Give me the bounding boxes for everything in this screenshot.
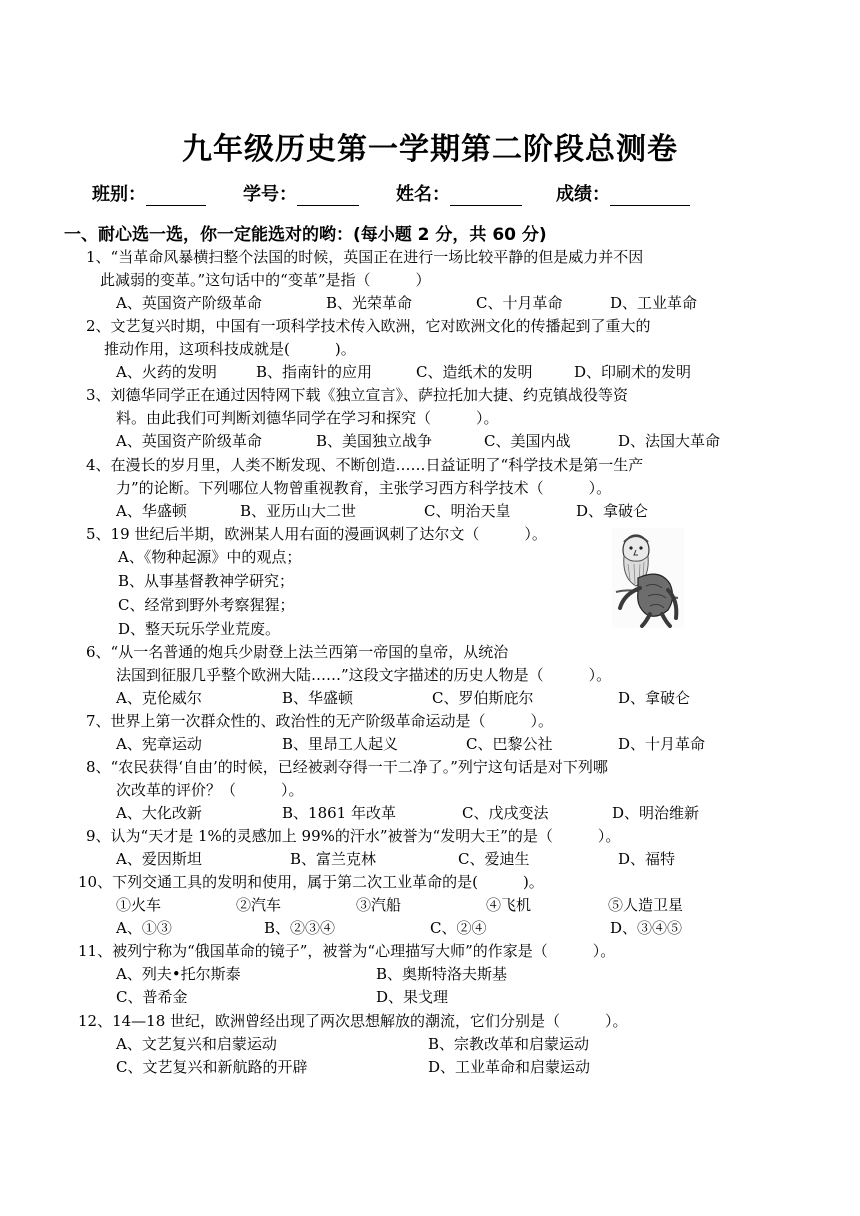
q11-option-c[interactable]: C、普希金 — [116, 988, 188, 1006]
question-12-stem: 12、14—18 世纪，欧洲曾经出现了两次思想解放的潮流，它们分别是（ ）。 — [78, 1012, 628, 1030]
q12-option-d[interactable]: D、工业革命和启蒙运动 — [428, 1058, 591, 1076]
q5-option-a[interactable]: A、《物种起源》中的观点； — [118, 548, 302, 566]
class-label: 班别： — [92, 184, 146, 205]
name-field[interactable] — [396, 180, 522, 206]
question-3-stem-cont: 料。由此我们可判断刘德华同学在学习和探究（ ）。 — [116, 409, 499, 427]
student-id-blank[interactable] — [297, 187, 359, 206]
question-11-stem: 11、被列宁称为“俄国革命的镜子”，被誉为“心理描写大师”的作家是（ ）。 — [78, 942, 616, 960]
score-blank[interactable] — [610, 187, 690, 206]
question-8-stem-cont: 次改革的评价？（ ）。 — [116, 781, 304, 799]
q10-item-2: ②汽车 — [236, 896, 282, 914]
q12-option-b[interactable]: B、宗教改革和启蒙运动 — [428, 1035, 590, 1053]
q6-option-b[interactable]: B、华盛顿 — [282, 689, 354, 707]
q7-option-d[interactable]: D、十月革命 — [618, 735, 706, 753]
q4-option-d[interactable]: D、拿破仑 — [576, 502, 649, 520]
question-1-stem-cont: 此减弱的变革。”这句话中的“变革”是指（ ） — [100, 271, 431, 289]
q6-option-c[interactable]: C、罗伯斯庇尔 — [432, 689, 534, 707]
q9-option-d[interactable]: D、福特 — [618, 850, 676, 868]
question-2-stem: 2、文艺复兴时期，中国有一项科学技术传入欧洲，它对欧洲文化的传播起到了重大的 — [86, 317, 651, 335]
q7-option-a[interactable]: A、宪章运动 — [116, 735, 202, 753]
q12-option-c[interactable]: C、文艺复兴和新航路的开辟 — [116, 1058, 308, 1076]
q2-option-b[interactable]: B、指南针的应用 — [256, 363, 373, 381]
student-id-field[interactable] — [243, 180, 359, 206]
q4-option-a[interactable]: A、华盛顿 — [116, 502, 187, 520]
q4-option-b[interactable]: B、亚历山大二世 — [240, 502, 357, 520]
question-4-stem-cont: 力”的论断。下列哪位人物曾重视教育，主张学习西方科学技术（ ）。 — [116, 479, 612, 497]
q10-item-4: ④飞机 — [486, 896, 532, 914]
q11-option-d[interactable]: D、果戈理 — [376, 988, 449, 1006]
q10-item-1: ①火车 — [116, 896, 162, 914]
darwin-caricature-image — [612, 528, 684, 628]
q6-option-d[interactable]: D、拿破仑 — [618, 689, 691, 707]
q8-option-c[interactable]: C、戊戌变法 — [462, 804, 549, 822]
q10-option-a[interactable]: A、①③ — [116, 919, 172, 937]
q2-option-d[interactable]: D、印刷术的发明 — [574, 363, 692, 381]
q8-option-d[interactable]: D、明治维新 — [612, 804, 700, 822]
question-2-stem-cont: 推动作用，这项科技成就是( )。 — [104, 340, 356, 358]
q10-option-c[interactable]: C、②④ — [430, 919, 487, 937]
class-field[interactable] — [92, 180, 206, 206]
question-3-stem: 3、刘德华同学正在通过因特网下载《独立宣言》、萨拉托加大捷、约克镇战役等资 — [86, 386, 629, 404]
name-blank[interactable] — [450, 187, 522, 206]
section-heading: 一、耐心选一选，你一定能选对的哟：(每小题 2 分，共 60 分) — [64, 225, 547, 245]
score-label: 成绩： — [556, 184, 610, 205]
q1-option-c[interactable]: C、十月革命 — [476, 294, 563, 312]
q3-option-c[interactable]: C、美国内战 — [484, 432, 571, 450]
q9-option-b[interactable]: B、富兰克林 — [290, 850, 377, 868]
q5-option-c[interactable]: C、经常到野外考察猩猩； — [118, 596, 295, 614]
q10-item-3: ③汽船 — [356, 896, 402, 914]
student-id-label: 学号： — [243, 184, 297, 205]
question-4-stem: 4、在漫长的岁月里，人类不断发现、不断创造……日益证明了“科学技术是第一生产 — [86, 456, 644, 474]
q6-option-a[interactable]: A、克伦威尔 — [116, 689, 202, 707]
question-9-stem: 9、认为“天才是 1%的灵感加上 99%的汗水”被誉为“发明大王”的是（ ）。 — [86, 827, 621, 845]
question-8-stem: 8、“农民获得‘自由’的时候，已经被剥夺得一干二净了。”列宁这句话是对下列哪 — [86, 758, 608, 776]
q10-option-b[interactable]: B、②③④ — [264, 919, 336, 937]
page-title: 九年级历史第一学期第二阶段总测卷 — [182, 132, 678, 167]
q5-option-b[interactable]: B、从事基督教神学研究； — [118, 572, 295, 590]
q9-option-c[interactable]: C、爱迪生 — [458, 850, 530, 868]
q8-option-a[interactable]: A、大化改新 — [116, 804, 202, 822]
q2-option-a[interactable]: A、火药的发明 — [116, 363, 217, 381]
q8-option-b[interactable]: B、1861 年改革 — [282, 804, 396, 822]
score-field[interactable] — [556, 180, 690, 206]
name-label: 姓名： — [396, 184, 450, 205]
q3-option-a[interactable]: A、英国资产阶级革命 — [116, 432, 262, 450]
q4-option-c[interactable]: C、明治天皇 — [424, 502, 511, 520]
q10-item-5: ⑤人造卫星 — [608, 896, 684, 914]
q9-option-a[interactable]: A、爱因斯坦 — [116, 850, 202, 868]
question-10-stem: 10、下列交通工具的发明和使用，属于第二次工业革命的是( )。 — [78, 873, 544, 891]
q1-option-a[interactable]: A、英国资产阶级革命 — [116, 294, 262, 312]
q3-option-b[interactable]: B、美国独立战争 — [316, 432, 433, 450]
q1-option-d[interactable]: D、工业革命 — [610, 294, 698, 312]
q11-option-a[interactable]: A、列夫•托尔斯泰 — [116, 965, 241, 983]
question-6-stem-cont: 法国到征服几乎整个欧洲大陆……”这段文字描述的历史人物是（ ）。 — [116, 666, 612, 684]
q1-option-b[interactable]: B、光荣革命 — [326, 294, 413, 312]
q5-option-d[interactable]: D、整天玩乐学业荒废。 — [118, 620, 281, 638]
question-7-stem: 7、世界上第一次群众性的、政治性的无产阶级革命运动是（ ）。 — [86, 712, 554, 730]
question-1-stem: 1、“当革命风暴横扫整个法国的时候，英国正在进行一场比较平静的但是威力并不因 — [86, 248, 644, 266]
q2-option-c[interactable]: C、造纸术的发明 — [416, 363, 533, 381]
q11-option-b[interactable]: B、奥斯特洛夫斯基 — [376, 965, 508, 983]
question-5-stem: 5、19 世纪后半期，欧洲某人用右面的漫画讽刺了达尔文（ ）。 — [86, 525, 547, 543]
q7-option-b[interactable]: B、里昂工人起义 — [282, 735, 399, 753]
class-blank[interactable] — [146, 187, 206, 206]
q7-option-c[interactable]: C、巴黎公社 — [466, 735, 553, 753]
q10-option-d[interactable]: D、③④⑤ — [610, 919, 683, 937]
q12-option-a[interactable]: A、文艺复兴和启蒙运动 — [116, 1035, 277, 1053]
question-6-stem: 6、“从一名普通的炮兵少尉登上法兰西第一帝国的皇帝，从统治 — [86, 643, 509, 661]
q3-option-d[interactable]: D、法国大革命 — [618, 432, 721, 450]
